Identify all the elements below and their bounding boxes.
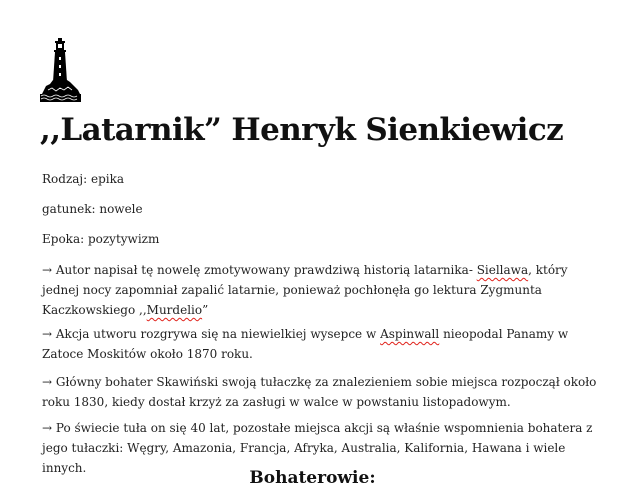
section-heading-characters: Bohaterowie: <box>249 468 376 488</box>
paragraph-hero: → Główny bohater Skawiński swoją tułaczkę za znalezieniem sobie miejsca rozpoczął około roku 1830, kiedy dostał krzyż za zasługi w walce w powstaniu listopadowym. <box>42 375 597 409</box>
paragraph-wandering: → Po świecie tuła on się 40 lat, pozostałe miejsca akcji są właśnie wspomnienia bohatera z jego tułaczki: Węgry, Amazonia, Francja, Afryka, Australia, Kalifornia, Hawana i wiele innych. <box>42 421 593 475</box>
arrow-bullet-icon: → <box>42 263 53 277</box>
paragraph-author: → Autor napisał tę nowelę zmotywowany prawdziwą historią latarnika- Siellawa, który jednej nocy zapomniał zapalić latarnie, ponieważ pochłonęła go lektura Zygmunta Kaczkowskiego ,,Murdelio” <box>42 263 568 317</box>
spellcheck-flagged-word[interactable]: Siellawa <box>476 263 529 277</box>
paragraph-setting: → Akcja utworu rozgrywa się na niewielkiej wysepce w Aspinwall nieopodal Panamy w Zatoce Moskitów około 1870 roku. <box>42 327 569 361</box>
lighthouse-icon <box>38 36 82 104</box>
spellcheck-flagged-word[interactable]: Aspinwall <box>380 327 440 341</box>
genre-kind: Rodzaj: epika <box>42 172 125 186</box>
spellcheck-flagged-word[interactable]: Murdelio <box>146 303 203 317</box>
document-title: ,,Latarnik” Henryk Sienkiewicz <box>40 112 564 148</box>
genre-type: gatunek: nowele <box>42 202 143 216</box>
arrow-bullet-icon: → <box>42 327 53 341</box>
arrow-bullet-icon: → <box>42 421 53 435</box>
epoch: Epoka: pozytywizm <box>42 232 160 246</box>
arrow-bullet-icon: → <box>42 375 53 389</box>
